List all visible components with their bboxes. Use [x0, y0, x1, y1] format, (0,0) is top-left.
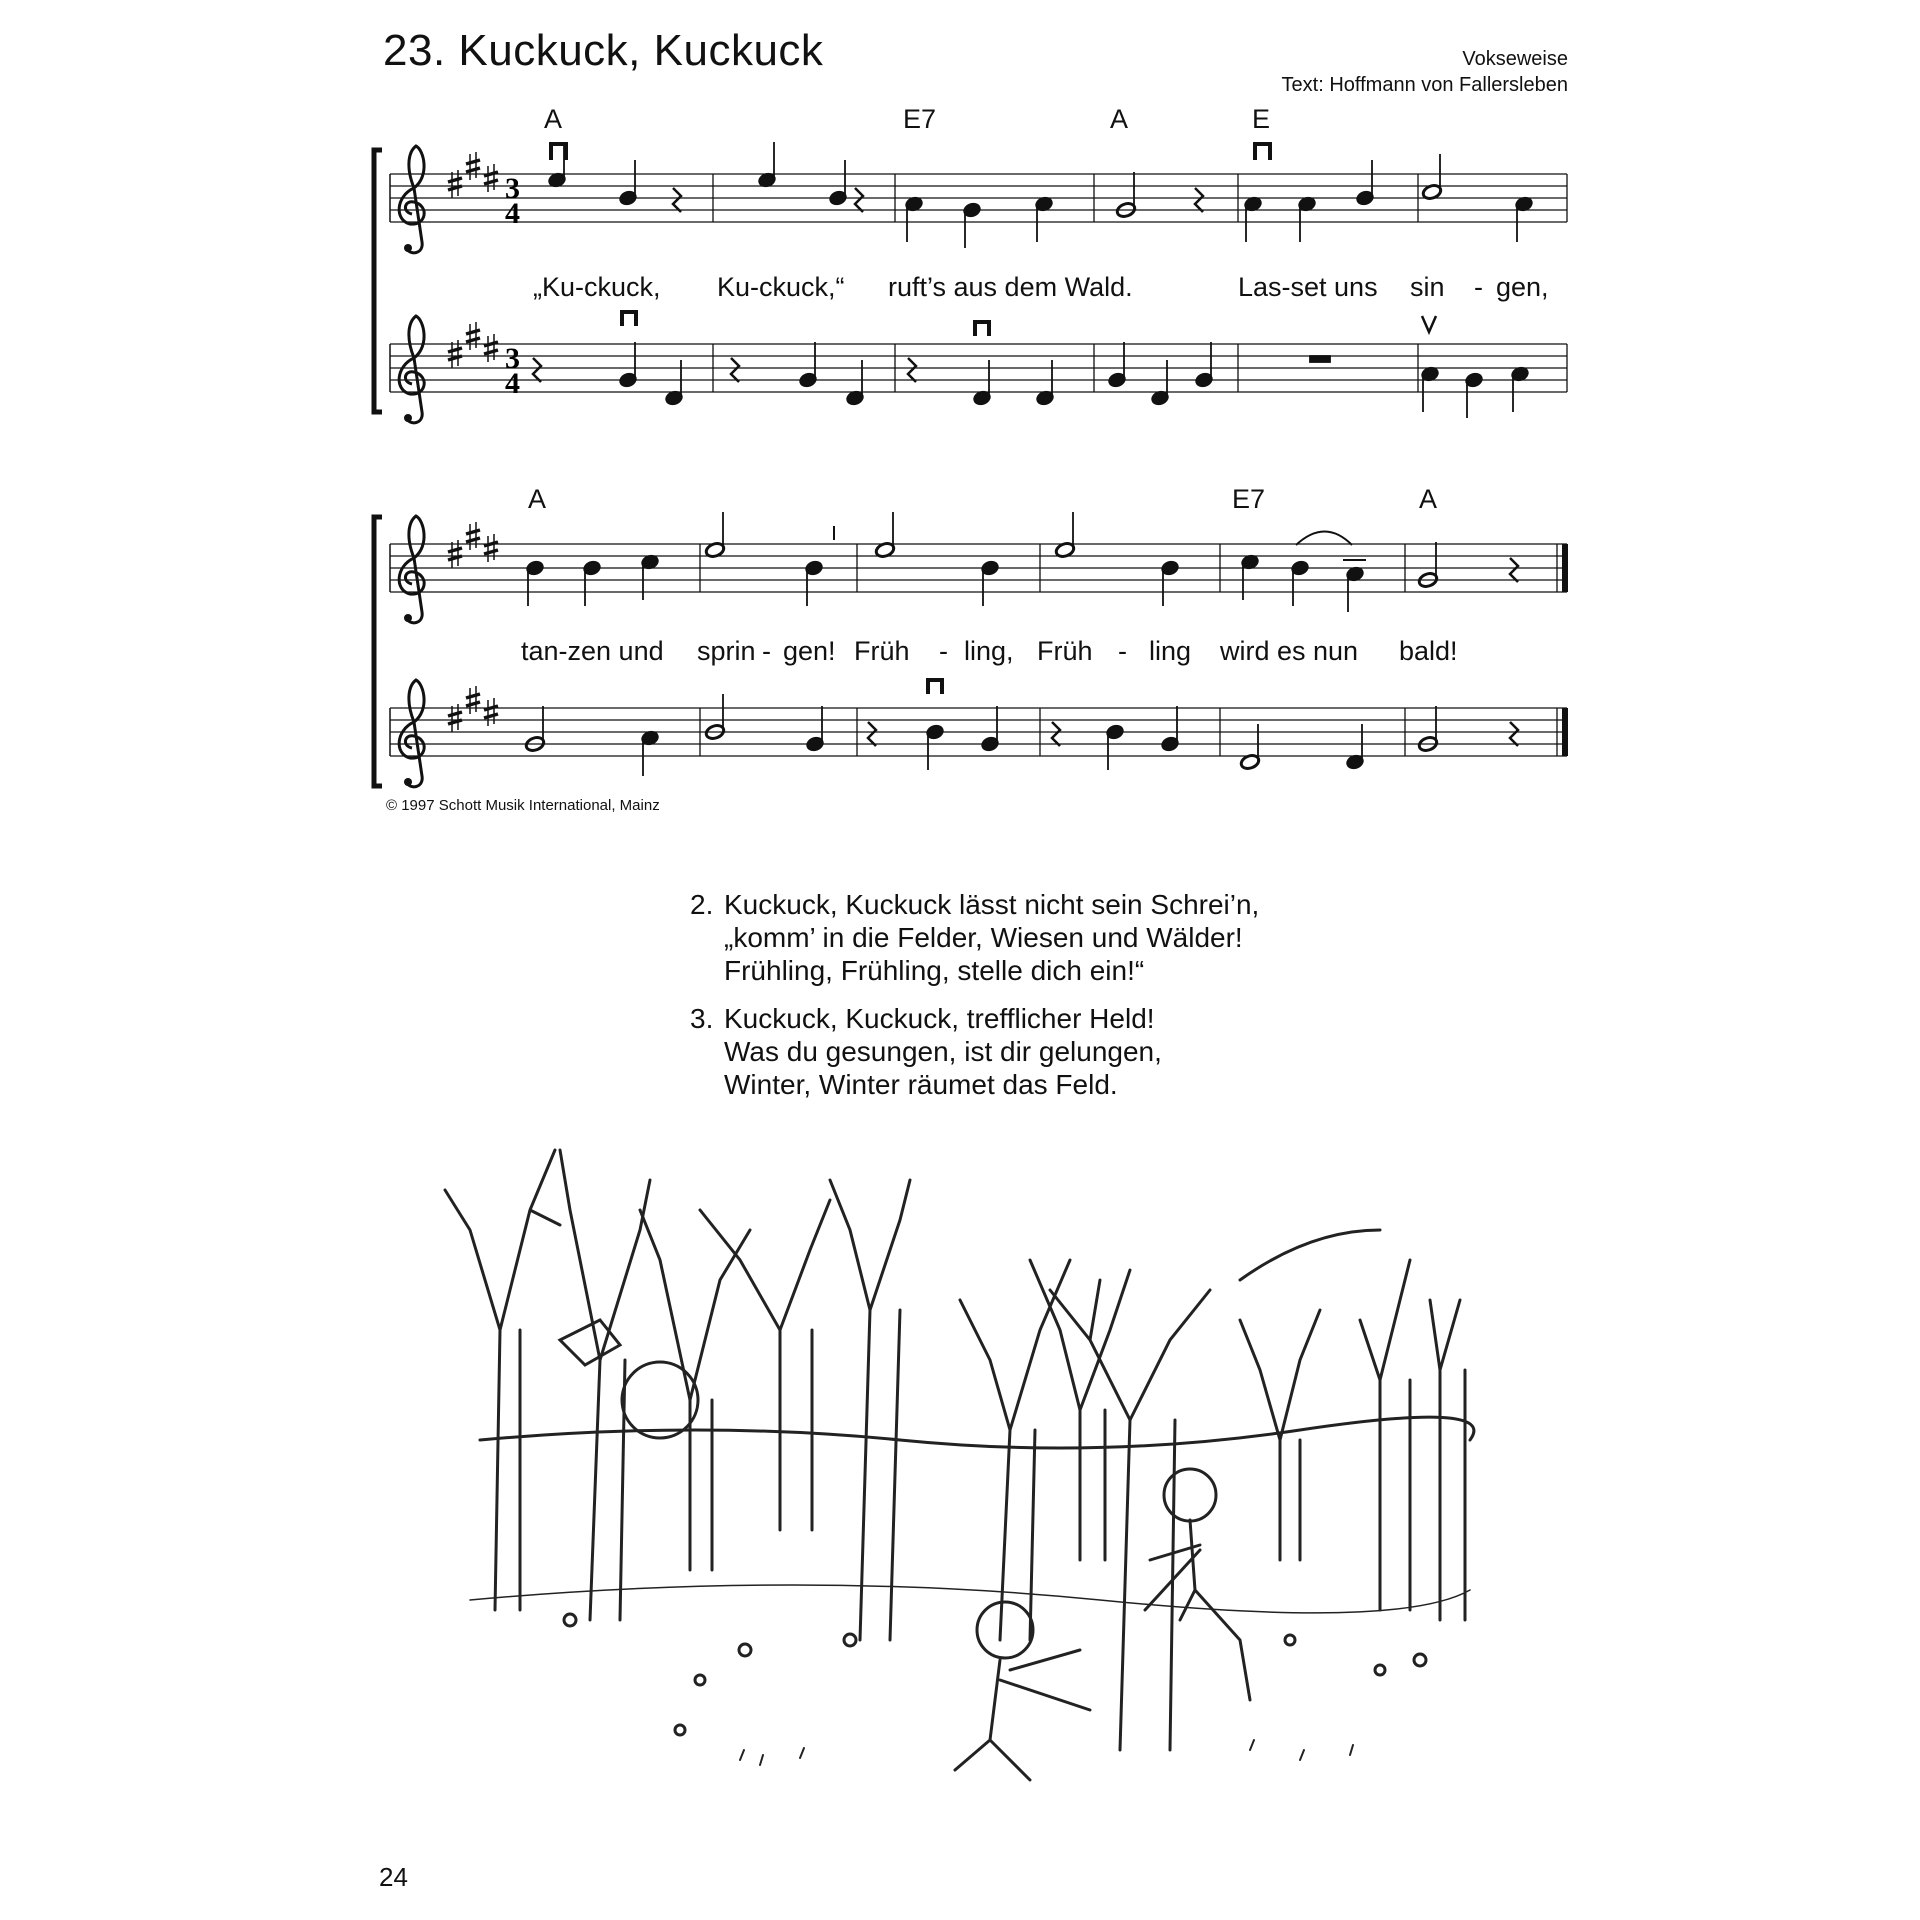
lyric-syllable: Ku-ckuck,“ — [717, 272, 845, 302]
lyric-syllable: bald! — [1399, 636, 1458, 666]
lyric-syllable: tan-zen und — [521, 636, 664, 666]
credit-melody: Vokseweise — [1462, 48, 1568, 70]
chord-symbol: A — [1110, 104, 1129, 134]
verse-line: Kuckuck, Kuckuck lässt nicht sein Schrei’n, — [724, 889, 1260, 920]
lyric-syllable: - — [939, 636, 948, 666]
lyric-syllable: wird es nun — [1220, 636, 1359, 666]
verse-line: Frühling, Frühling, stelle dich ein!“ — [724, 955, 1145, 986]
copyright-notice: © 1997 Schott Musik International, Mainz — [386, 797, 660, 814]
verse-line: Kuckuck, Kuckuck, trefflicher Held! — [724, 1003, 1155, 1034]
chord-symbol: E — [1252, 104, 1271, 134]
lyric-syllable: sprin — [697, 636, 756, 666]
lyric-syllable: Früh — [854, 636, 910, 666]
verse-number: 3. — [690, 1003, 714, 1034]
verse-line: Was du gesungen, ist dir gelungen, — [724, 1036, 1162, 1067]
song-title: 23. Kuckuck, Kuckuck — [383, 26, 824, 75]
page-number: 24 — [379, 1862, 408, 1892]
lyric-syllable: „Ku-ckuck, — [533, 272, 661, 302]
svg-text:4: 4 — [505, 197, 520, 230]
lyric-syllable: gen, — [1496, 272, 1549, 302]
chord-symbol: A — [1419, 484, 1438, 514]
verse-number: 2. — [690, 889, 714, 920]
lyric-syllable: Früh — [1037, 636, 1093, 666]
svg-text:4: 4 — [505, 367, 520, 400]
svg-text:3: 3 — [505, 172, 520, 205]
lyric-syllable: - — [762, 636, 771, 666]
chord-symbol: E7 — [903, 104, 937, 134]
lyric-syllable: sin — [1410, 272, 1445, 302]
lyric-syllable: - — [1118, 636, 1127, 666]
lyric-syllable: Las-set uns — [1238, 272, 1378, 302]
lyric-syllable: - — [1474, 272, 1483, 302]
chord-symbol: A — [544, 104, 563, 134]
credit-text: Text: Hoffmann von Fallersleben — [1281, 74, 1568, 96]
chord-symbol: E7 — [1232, 484, 1266, 514]
verse-line: „komm’ in die Felder, Wiesen und Wälder! — [724, 922, 1243, 953]
lyric-syllable: gen! — [783, 636, 836, 666]
lyric-syllable: ling, — [964, 636, 1014, 666]
chord-symbol: A — [528, 484, 547, 514]
svg-text:3: 3 — [505, 342, 520, 375]
verse-line: Winter, Winter räumet das Feld. — [724, 1069, 1118, 1100]
lyric-syllable: ruft’s aus dem Wald. — [888, 272, 1133, 302]
lyric-syllable: ling — [1149, 636, 1192, 666]
